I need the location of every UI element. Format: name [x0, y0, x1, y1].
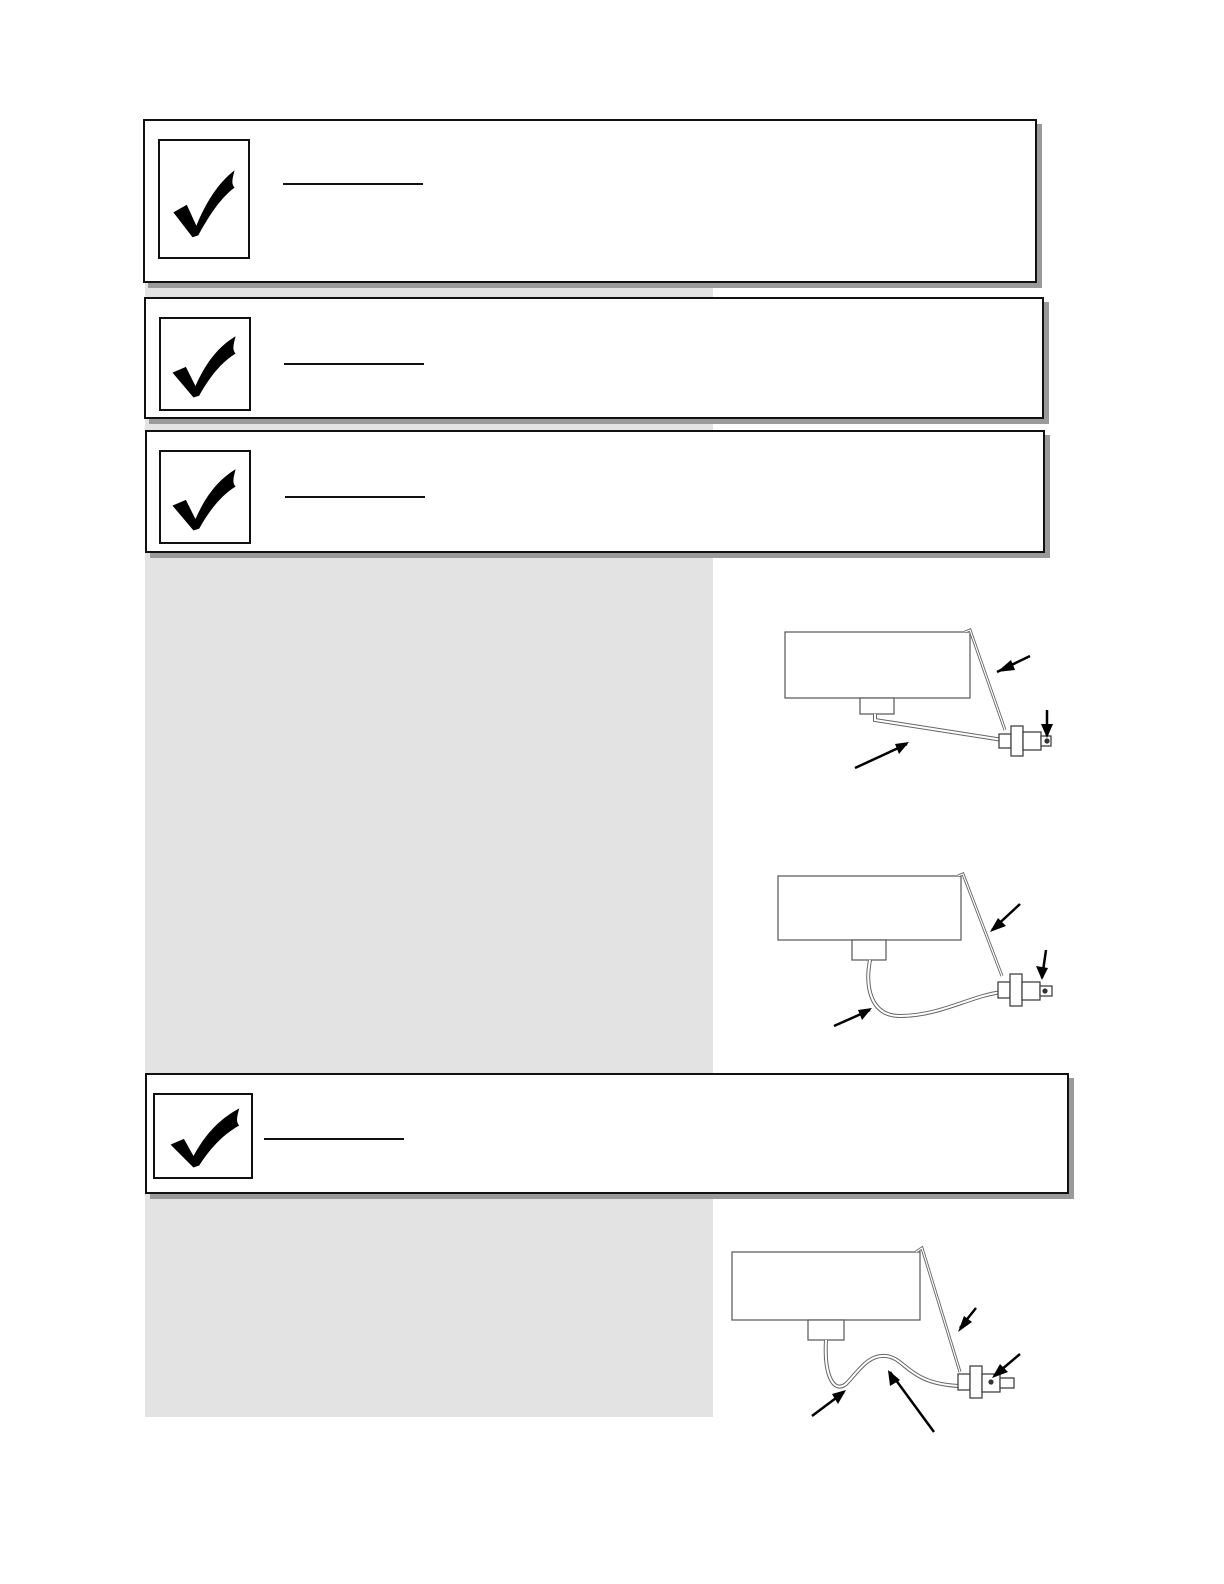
grey-panel-lower	[145, 1193, 713, 1417]
heading-underline	[283, 183, 423, 185]
figure-tank-straight-pipe	[775, 620, 1075, 780]
heading-underline	[264, 1138, 404, 1140]
callout-box-1	[143, 119, 1037, 283]
callout-box-2	[144, 297, 1044, 419]
figure-tank-curved-pipe	[770, 866, 1070, 1036]
figure-tank-looped-pipe	[728, 1244, 1038, 1436]
heading-underline	[285, 496, 425, 498]
checkmark-icon	[159, 317, 251, 411]
checkmark-icon	[153, 1093, 253, 1179]
checkmark-icon	[158, 139, 250, 259]
callout-box-3	[145, 430, 1045, 553]
callout-box-4	[145, 1073, 1069, 1194]
heading-underline	[284, 363, 424, 365]
checkmark-icon	[159, 450, 251, 544]
